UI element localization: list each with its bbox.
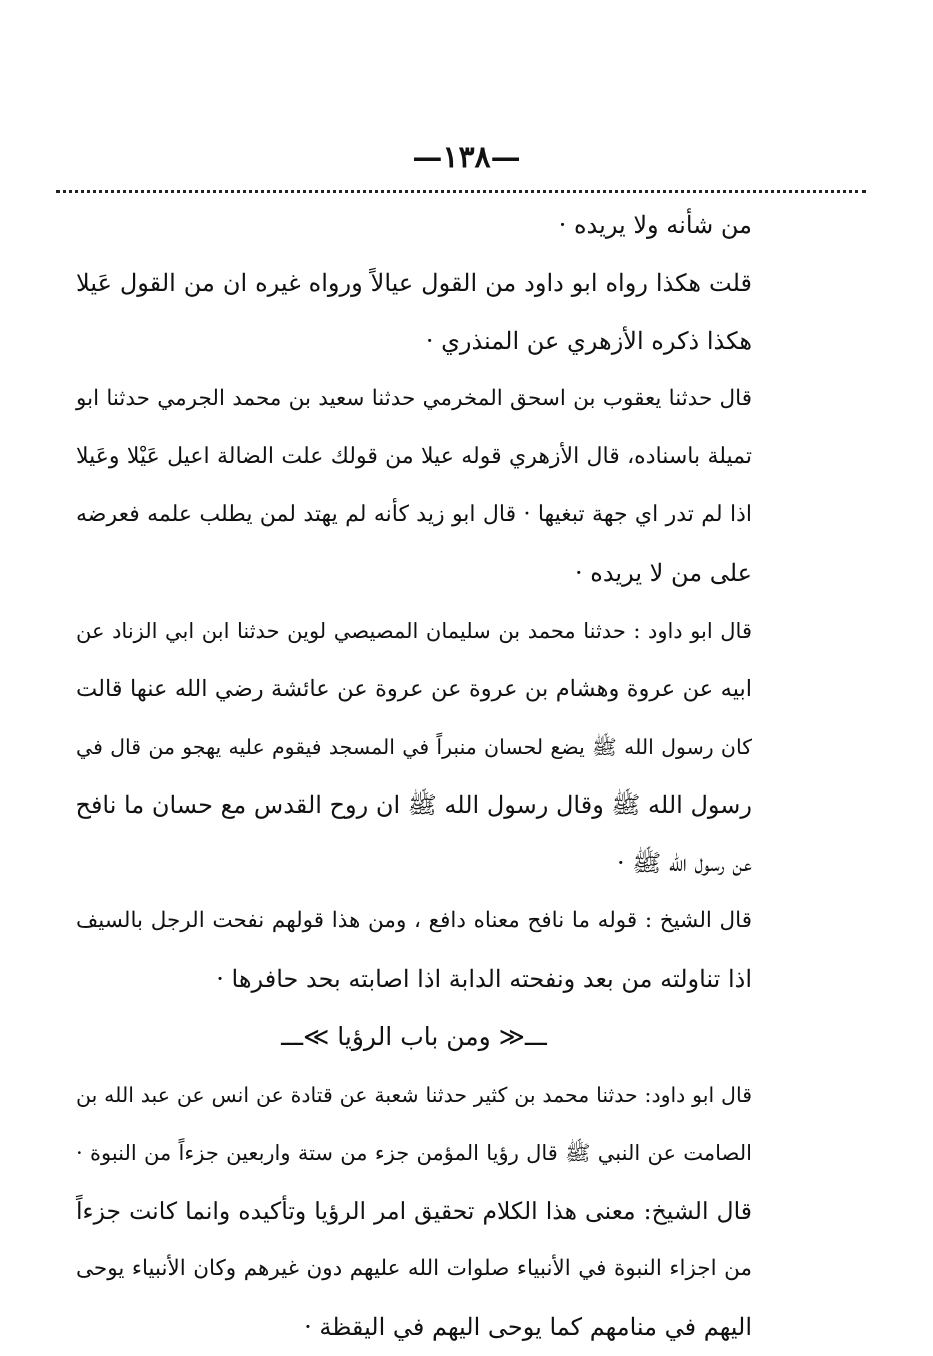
- text-line: اذا تناولته من بعد ونفحته الدابة اذا اصابته بحد حافرها ·: [216, 965, 752, 993]
- text-line: قلت هكذا رواه ابو داود من القول عيالاً ورواه غيره ان من القول عَيلا: [76, 269, 752, 297]
- text-line: من اجزاء النبوة في الأنبياء صلوات الله عليهم دون غيرهم وكان الأنبياء يوحى: [76, 1256, 752, 1281]
- text-line: عن رسول الله ﷺ ·: [617, 849, 752, 877]
- text-line: تميلة باسناده، قال الأزهري قوله عيلا من قولك علت الضالة اعيل عَيْلا وعَيلا: [76, 444, 752, 469]
- text-line: ابيه عن عروة وهشام بن عروة عن عروة عن عائشة رضي الله عنها قالت: [76, 676, 752, 702]
- text-line: الصامت عن النبي ﷺ قال رؤيا المؤمن جزء من ستة واربعين جزءاً من النبوة ·: [76, 1141, 752, 1165]
- text-line: قال الشيخ: معنى هذا الكلام تحقيق امر الرؤيا وتأكيده وانما كانت جزءاً: [76, 1197, 752, 1225]
- text-line: هكذا ذكره الأزهري عن المنذري ·: [425, 327, 752, 355]
- section-heading: ـــ≪ ومن باب الرؤيا ≫ـــ: [281, 1022, 547, 1051]
- text-line: اذا لم تدر اي جهة تبغيها · قال ابو زيد كأنه لم يهتد لمن يطلب علمه فعرضه: [76, 502, 752, 527]
- text-line: قال الشيخ : قوله ما نافح معناه دافع ، ومن هذا قولهم نفحت الرجل بالسيف: [76, 908, 752, 933]
- text-line: قال ابو داود : حدثنا محمد بن سليمان المصيصي لوين حدثنا ابن ابي الزناد عن: [76, 619, 752, 643]
- text-line: رسول الله ﷺ وقال رسول الله ﷺ ان روح القدس مع حسان ما نافح: [75, 791, 752, 819]
- text-line: من شأنه ولا يريده ·: [558, 211, 752, 239]
- text-line: قال حدثنا يعقوب بن اسحق المخرمي حدثنا سعيد بن محمد الجرمي حدثنا ابو: [76, 386, 752, 411]
- page-number: —١٣٨—: [412, 140, 521, 175]
- text-line: قال ابو داود: حدثنا محمد بن كثير حدثنا شعبة عن قتادة عن انس عن عبد الله بن: [76, 1083, 752, 1107]
- header-rule: [56, 190, 866, 193]
- text-body: [76, 196, 752, 1356]
- text-line: اليهم في منامهم كما يوحى اليهم في اليقظة ·: [304, 1313, 752, 1341]
- text-line: على من لا يريده ·: [575, 559, 752, 587]
- text-line: كان رسول الله ﷺ يضع لحسان منبراً في المسجد فيقوم عليه يهجو من قال في: [76, 735, 752, 759]
